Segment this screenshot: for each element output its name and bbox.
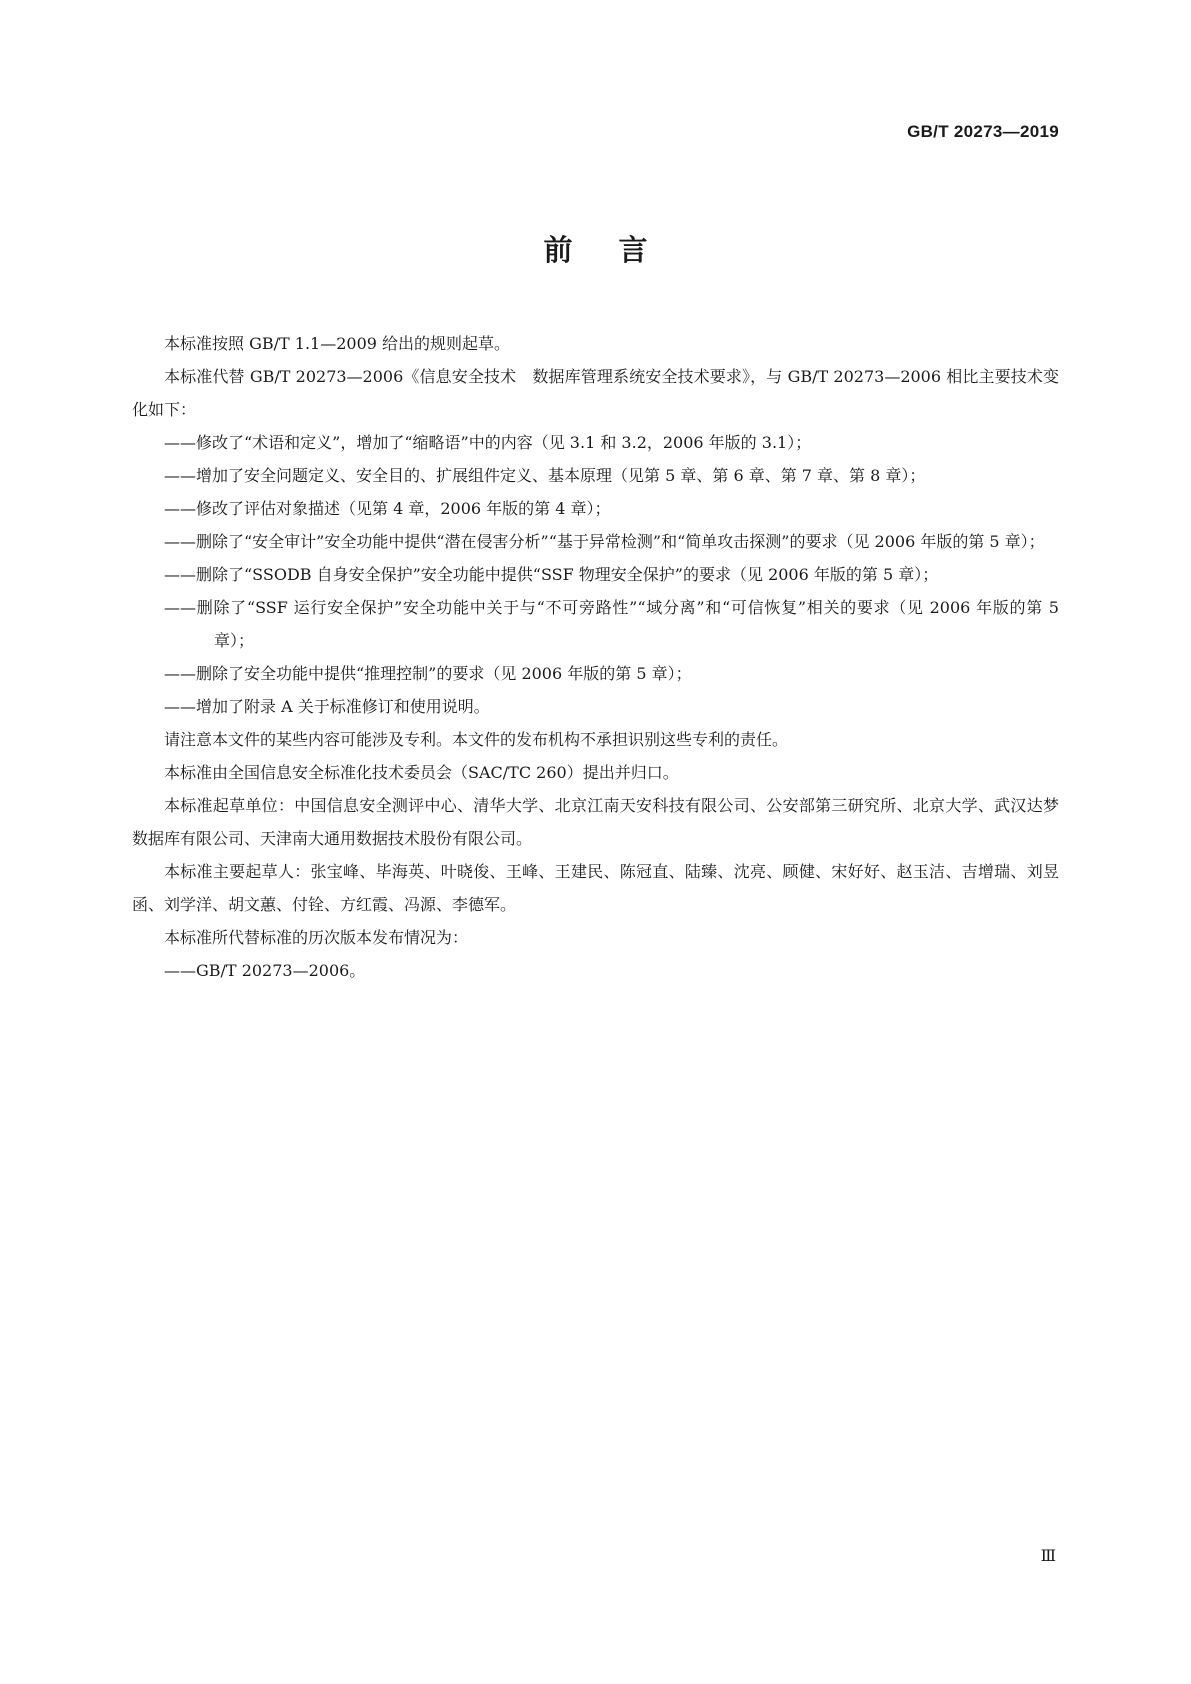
document-body bbox=[132, 327, 1059, 987]
paragraph: 本标准起草单位：中国信息安全测评中心、清华大学、北京江南天安科技有限公司、公安部第三研究所、北京大学、武汉达梦数据库有限公司、天津南大通用数据技术股份有限公司。 bbox=[132, 796, 1059, 848]
standard-code: GB/T 20273—2019 bbox=[907, 122, 1059, 141]
change-item: ——删除了“SSF 运行安全保护”安全功能中关于与“不可旁路性”“域分离”和“可信恢复”相关的要求（见 2006 年版的第 5 章）； bbox=[164, 598, 1059, 650]
paragraph: 本标准代替 GB/T 20273—2006《信息安全技术 数据库管理系统安全技术要求》，与 GB/T 20273—2006 相比主要技术变化如下： bbox=[132, 367, 1059, 419]
change-item: ——增加了附录 A 关于标准修订和使用说明。 bbox=[164, 697, 490, 716]
paragraph: 本标准主要起草人：张宝峰、毕海英、叶晓俊、王峰、王建民、陈冠直、陆臻、沈亮、顾健、宋好好、赵玉洁、吉增瑞、刘昱函、刘学洋、胡文蕙、付铨、方红霞、冯源、李德军。 bbox=[132, 862, 1059, 914]
change-item: ——修改了“术语和定义”，增加了“缩略语”中的内容（见 3.1 和 3.2，2006 年版的 3.1）； bbox=[164, 433, 812, 452]
page-title: 前言 bbox=[543, 233, 694, 267]
change-item: ——删除了安全功能中提供“推理控制”的要求（见 2006 年版的第 5 章）； bbox=[164, 664, 692, 683]
paragraph: 本标准所代替标准的历次版本发布情况为： bbox=[164, 928, 469, 947]
paragraph: 请注意本文件的某些内容可能涉及专利。本文件的发布机构不承担识别这些专利的责任。 bbox=[164, 730, 789, 749]
change-item: ——修改了评估对象描述（见第 4 章，2006 年版的第 4 章）； bbox=[164, 499, 611, 518]
change-item: ——删除了“安全审计”安全功能中提供“潜在侵害分析”“基于异常检测”和“简单攻击探测”的要求（见 2006 年版的第 5 章）； bbox=[164, 532, 1045, 551]
history-item: ——GB/T 20273—2006。 bbox=[164, 961, 366, 980]
page-number: Ⅲ bbox=[1040, 1546, 1056, 1565]
paragraph: 本标准按照 GB/T 1.1—2009 给出的规则起草。 bbox=[164, 334, 511, 353]
change-item: ——删除了“SSODB 自身安全保护”安全功能中提供“SSF 物理安全保护”的要求（见 2006 年版的第 5 章）； bbox=[164, 565, 939, 584]
change-item: ——增加了安全问题定义、安全目的、扩展组件定义、基本原理（见第 5 章、第 6 章、第 7 章、第 8 章）； bbox=[164, 466, 926, 485]
paragraph: 本标准由全国信息安全标准化技术委员会（SAC/TC 260）提出并归口。 bbox=[164, 763, 679, 782]
